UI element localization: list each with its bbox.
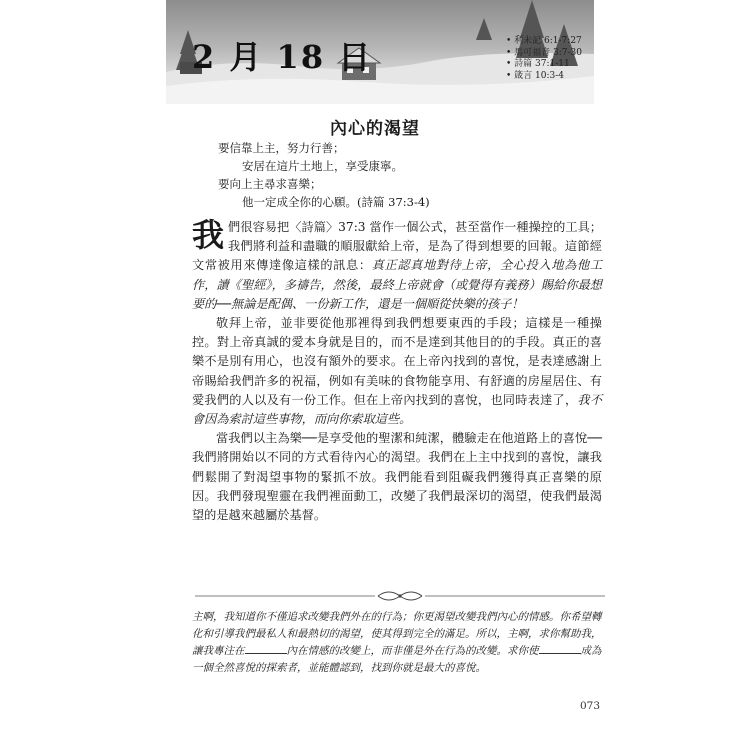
reading-item: • 馬可福音 3:7-30 (506, 48, 582, 60)
scripture-line: 要向上主尋求喜樂； (218, 177, 322, 191)
date-title: 2 月 18 日 (192, 38, 373, 76)
scripture-reference: (詩篇 37:3-4) (357, 195, 430, 209)
reading-item: • 詩篇 37:1-11 (506, 59, 582, 71)
page-number: 073 (580, 700, 601, 712)
scripture-line (218, 193, 430, 211)
fill-in-blank (245, 643, 287, 654)
fill-in-blank (539, 643, 581, 654)
devotion-body (192, 218, 602, 525)
reading-item: • 利未記 6:1-7:27 (506, 36, 582, 48)
prayer-text: 成為一個全然喜悅的探索者，並能體認到，找到你就是最大的喜悅。 (192, 645, 602, 674)
reading-item: • 箴言 10:3-4 (506, 71, 582, 83)
prayer-text: 內在情感的改變上，而非僅是外在行為的改變。求你使 (286, 645, 539, 657)
scripture-text: 他一定成全你的心願。 (242, 195, 357, 209)
closing-prayer (192, 609, 602, 677)
prayer-text: 主啊，我知道你不僅追求改變我們外在的行為；你更渴望改變我們內心的情感。你希望轉化和引導我們最私人和最熱切的渴望，使其得到完全的滿足。所以，主啊，求你幫助我，讓我專注在 (192, 611, 602, 657)
body-emphasis-text: 我不會因為索討這些事物，而向你索取這些。 (192, 392, 603, 427)
prayer-paragraph (192, 609, 602, 677)
scripture-line: 安居在這片土地上，享受康寧。 (242, 159, 403, 173)
body-emphasis-text: 真正認真地對待上帝，全心投入地為他工作，讀《聖經》，多禱告，然後，最終上帝就會（或覺得有義務）賜給你最想要的──無論是配偶、一份新工作，還是一個順從快樂的孩子！ (192, 258, 603, 311)
body-paragraph: 當我們以主為樂──是享受他的聖潔和純潔，體驗走在他道路上的喜悅──我們將開始以不同的方式看待內心的渴望。我們在上主中找到的喜悅，讓我們鬆開了對渴望事物的緊抓不放。我們能看到阻礙我們獲得真正喜樂的原因。我們發現聖靈在我們裡面動工，改變了我們最深切的渴望，使我們最渴望的是越來越屬於基督。 (192, 431, 602, 523)
drop-cap: 我 (192, 216, 225, 254)
devotion-title: 內心的渴望 (330, 119, 420, 139)
body-paragraph (192, 314, 602, 429)
scripture-line: 要信靠上主，努力行善； (218, 141, 345, 155)
body-text: 敬拜上帝，並非要從他那裡得到我們想要東西的手段；這樣是一種操控。對上帝真誠的愛本身就是目的，而不是達到其他目的的手段。真正的喜樂不是別有用心，也沒有額外的要求。在上帝內找到的喜悅，是表達感謝上帝賜給我們許多的祝福，例如有美味的食物能享用、有舒適的房屋居住、有愛我們的人以及有一份工作。但在上帝內找到的喜悅，也同時表達了， (192, 316, 602, 407)
bible-readings-list (506, 36, 582, 82)
body-paragraph (192, 218, 602, 314)
body-text: 們很容易把〈詩篇〉37:3 當作一個公式，甚至當作一種操控的工具；我們將利益和盡職的順服獻給上帝，是為了得到想要的回報。這節經文常被用來傳達像這樣的訊息： (192, 220, 602, 273)
scripture-quote (218, 139, 430, 211)
ornament-divider (195, 589, 605, 603)
